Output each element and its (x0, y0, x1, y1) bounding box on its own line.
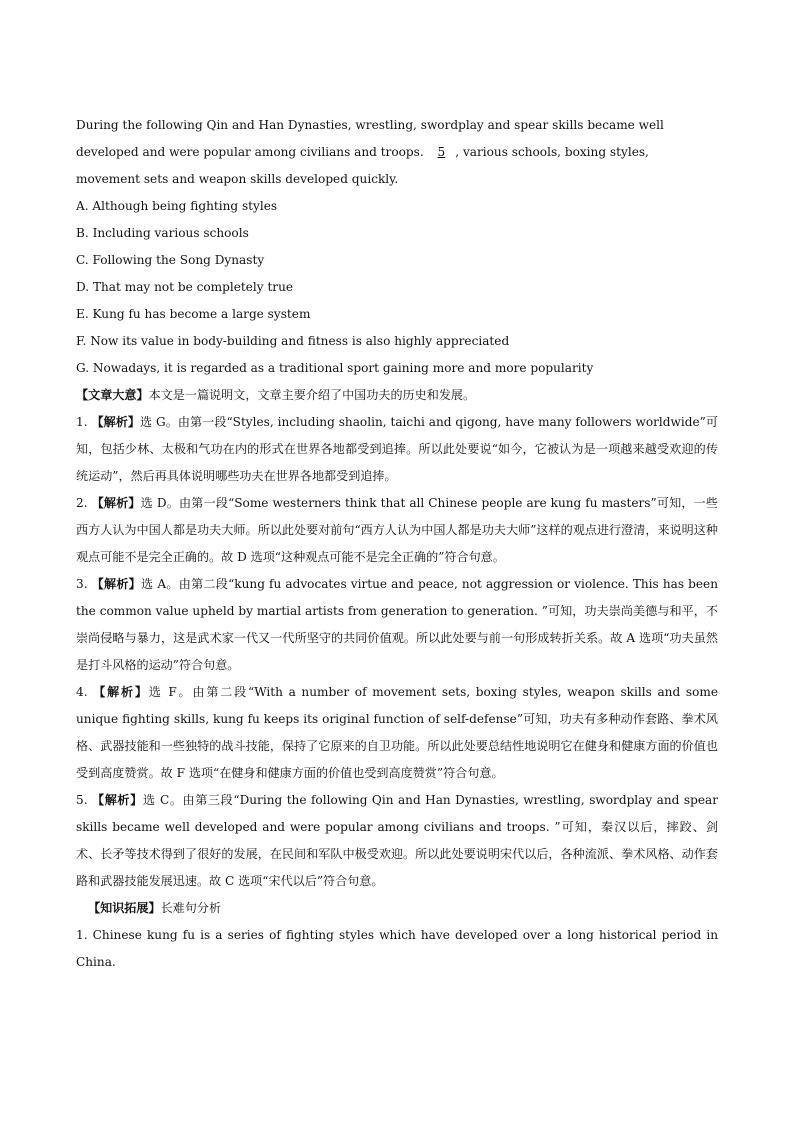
knowledge-extension (76, 895, 718, 922)
option-item: F. Now its value in body-building and fitness is also highly appreciated (76, 334, 510, 348)
option-item: A. Although being fighting styles (76, 199, 278, 213)
extension-text: 长难句分析 (160, 901, 222, 915)
explanation-item (76, 571, 718, 679)
explanation-number: 3. (76, 577, 92, 591)
summary-text: 本文是一篇说明文，文章主要介绍了中国功夫的历史和发展。 (148, 388, 476, 402)
options-list (76, 193, 718, 382)
passage (76, 112, 718, 193)
explanation-label: 【解析】 (93, 685, 149, 699)
summary-label: 【文章大意】 (76, 388, 149, 402)
explanation-number: 5. (76, 793, 92, 807)
explanation-number: 2. (76, 496, 92, 510)
explanation-item (76, 490, 718, 571)
explanation-label: 【解析】 (91, 415, 141, 429)
option-item: C. Following the Song Dynasty (76, 253, 265, 267)
option-item: B. Including various schools (76, 226, 249, 240)
article-summary (76, 382, 718, 409)
passage-text: , various schools, boxing styles, (455, 145, 649, 159)
passage-text: developed and were popular among civilians and troops. (76, 145, 428, 159)
sentence-analysis-item: 1. Chinese kung fu is a series of fighting styles which have developed over a long historical period in China. (76, 928, 718, 969)
option-item: D. That may not be completely true (76, 280, 294, 294)
explanation-text: 选 D。由第一段“Some westerners think that all Chinese people are kung fu masters”可知，一些西方人认为中国人都是功夫大师。所以此处要对前句“西方人认为中国人都是功夫大师”这样的观点进行澄清，来说明这种观点可能不是完全正确的。故 D 选项“这种观点可能不是完全正确的”符合句意。 (76, 496, 718, 564)
extension-label: 【知识拓展】 (88, 901, 161, 915)
passage-line: During the following Qin and Han Dynasties, wrestling, swordplay and spear skills became well (76, 118, 664, 132)
explanation-label: 【解析】 (91, 577, 141, 591)
passage-line: movement sets and weapon skills developed quickly. (76, 172, 399, 186)
passage-line (76, 139, 718, 166)
explanation-text: 选 G。由第一段“Styles, including shaolin, taichi and qigong, have many followers worldwide”可知，包括少林、太极和气功在内的形式在世界各地都受到追捧。所以此处要说“如今，它被认为是一项越来越受欢迎的传统运动”，然后再具体说明哪些功夫在世界各地都受到追捧。 (76, 415, 718, 483)
option-item: E. Kung fu has become a large system (76, 307, 311, 321)
answer-blank: 5 (437, 145, 446, 159)
explanation-item (76, 787, 718, 895)
explanation-label: 【解析】 (92, 793, 143, 807)
explanation-number: 1. (76, 415, 92, 429)
explanation-text: 选 A。由第二段“kung fu advocates virtue and peace, not aggression or violence. This has been the common value upheld by martial artists from generation to generation. ”可知，功夫崇尚美德与和平，不崇尚侵略与暴力，这是武术家一代又一代所坚守的共同价值观。所以此处要与前一句形成转折关系。故 A 选项“功夫虽然是打斗风格的运动”符合句意。 (76, 577, 718, 672)
document-content (76, 112, 718, 976)
explanation-text: 选 C。由第三段“During the following Qin and Han Dynasties, wrestling, swordplay and spear skills became well developed and were popular among civilians and troops. ”可知，秦汉以后，摔跤、剑术、长矛等技术得到了很好的发展，在民间和军队中极受欢迎。所以此处要说明宋代以后，各种流派、拳术风格、动作套路和武器技能发展迅速。故 C 选项“宋代以后”符合句意。 (76, 793, 718, 888)
explanation-item (76, 679, 718, 787)
explanation-item (76, 409, 718, 490)
explanation-label: 【解析】 (91, 496, 141, 510)
explanation-text: 选 F。由第二段“With a number of movement sets, boxing styles, weapon skills and some unique fighting skills, kung fu keeps its original function of self-defense”可知，功夫有多种动作套路、拳术风格、武器技能和一些独特的战斗技能，保持了它原来的自卫功能。所以此处要总结性地说明它在健身和健康方面的价值也受到高度赞赏。故 F 选项“在健身和健康方面的价值也受到高度赞赏”符合句意。 (76, 685, 718, 780)
explanation-number: 4. (76, 685, 94, 699)
option-item: G. Nowadays, it is regarded as a traditional sport gaining more and more popularity (76, 361, 594, 375)
